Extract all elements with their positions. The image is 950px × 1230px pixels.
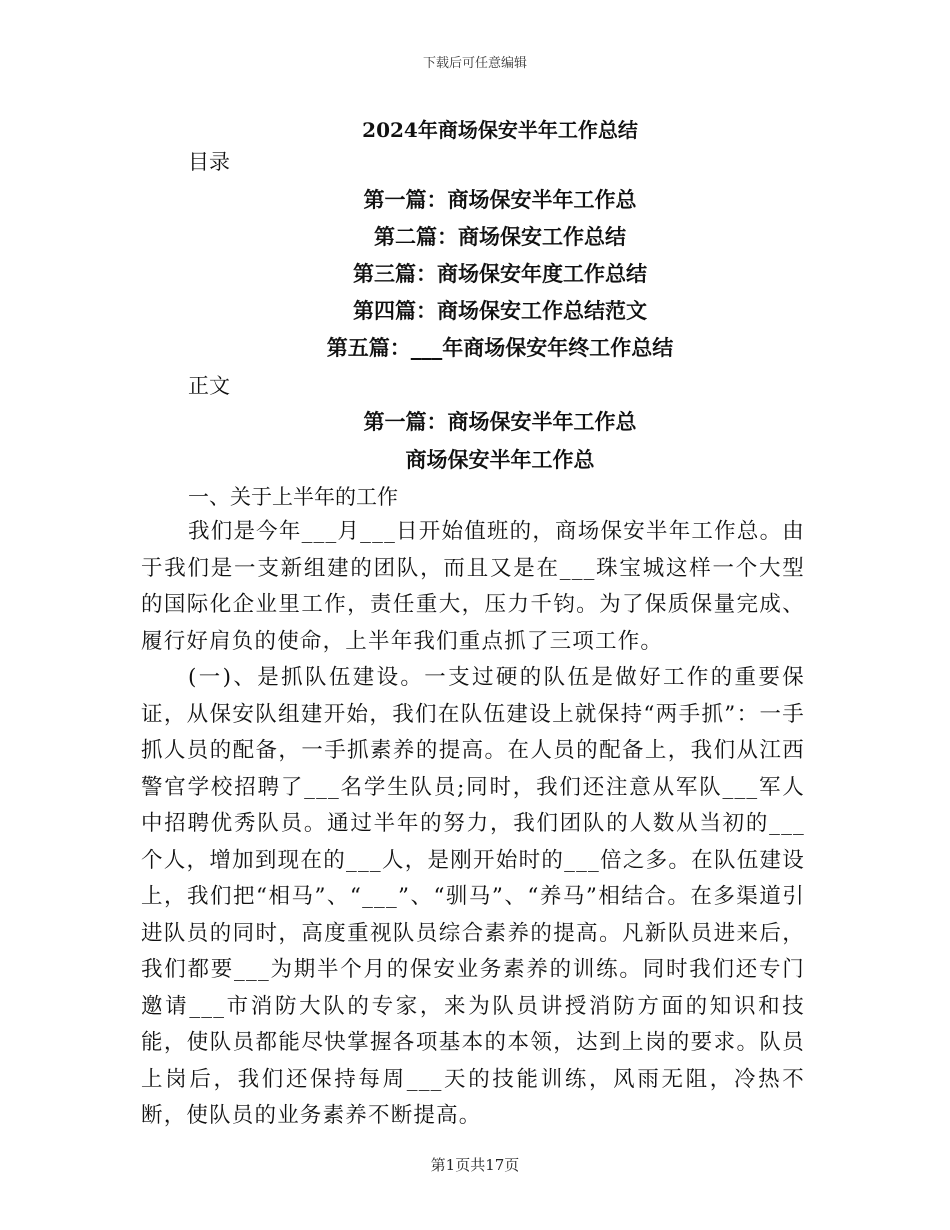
toc-item: 第五篇：___年商场保安年终工作总结	[326, 335, 674, 360]
toc-item: 第一篇：商场保安半年工作总	[363, 187, 637, 212]
document-title: 2024年商场保安半年工作总结	[362, 118, 638, 142]
toc-item: 第二篇：商场保安工作总结	[374, 224, 626, 249]
section-subheading: 商场保安半年工作总	[405, 447, 595, 472]
page-indicator: 第1页共17页	[430, 1156, 520, 1174]
toc-label: 目录	[188, 150, 230, 174]
section-heading: 第一篇：商场保安半年工作总	[363, 409, 637, 434]
body-paragraph: 我们是今年___月___日开始值班的，商场保安半年工作总。由于我们是一支新组建的团队，而且又是在___珠宝城这样一个大型的国际化企业里工作，责任重大，压力千钧。为了保质保量完成、履行好肩负的使命，上半年我们重点抓了三项工作。	[141, 519, 805, 654]
header-note: 下载后可任意编辑	[422, 56, 527, 71]
body-label: 正文	[188, 374, 230, 398]
toc-item: 第四篇：商场保安工作总结范文	[353, 298, 647, 323]
body-paragraph: (一)、是抓队伍建设。一支过硬的队伍是做好工作的重要保证，从保安队组建开始，我们在队伍建设上就保持“两手抓”：一手抓人员的配备，一手抓素养的提高。在人员的配备上，我们从江西警官学校招聘了___名学生队员;同时，我们还注意从军队___军人中招聘优秀队员。通过半年的努力，我们团队的人数从当初的___个人，增加到现在的___人，是刚开始时的___倍之多。在队伍建设上，我们把“相马”、“___”、“驯马”、“养马”相结合。在多渠道引进队员的同时，高度重视队员综合素养的提高。凡新队员进来后，我们都要___为期半个月的保安业务素养的训练。同时我们还专门邀请___市消防大队的专家，来为队员讲授消防方面的知识和技能，使队员都能尽快掌握各项基本的本领，达到上岗的要求。队员上岗后，我们还保持每周___天的技能训练，风雨无阻，冷热不断，使队员的业务素养不断提高。	[141, 665, 805, 1128]
toc-item: 第三篇：商场保安年度工作总结	[353, 261, 647, 286]
section-1-title: 一、关于上半年的工作	[188, 485, 398, 509]
